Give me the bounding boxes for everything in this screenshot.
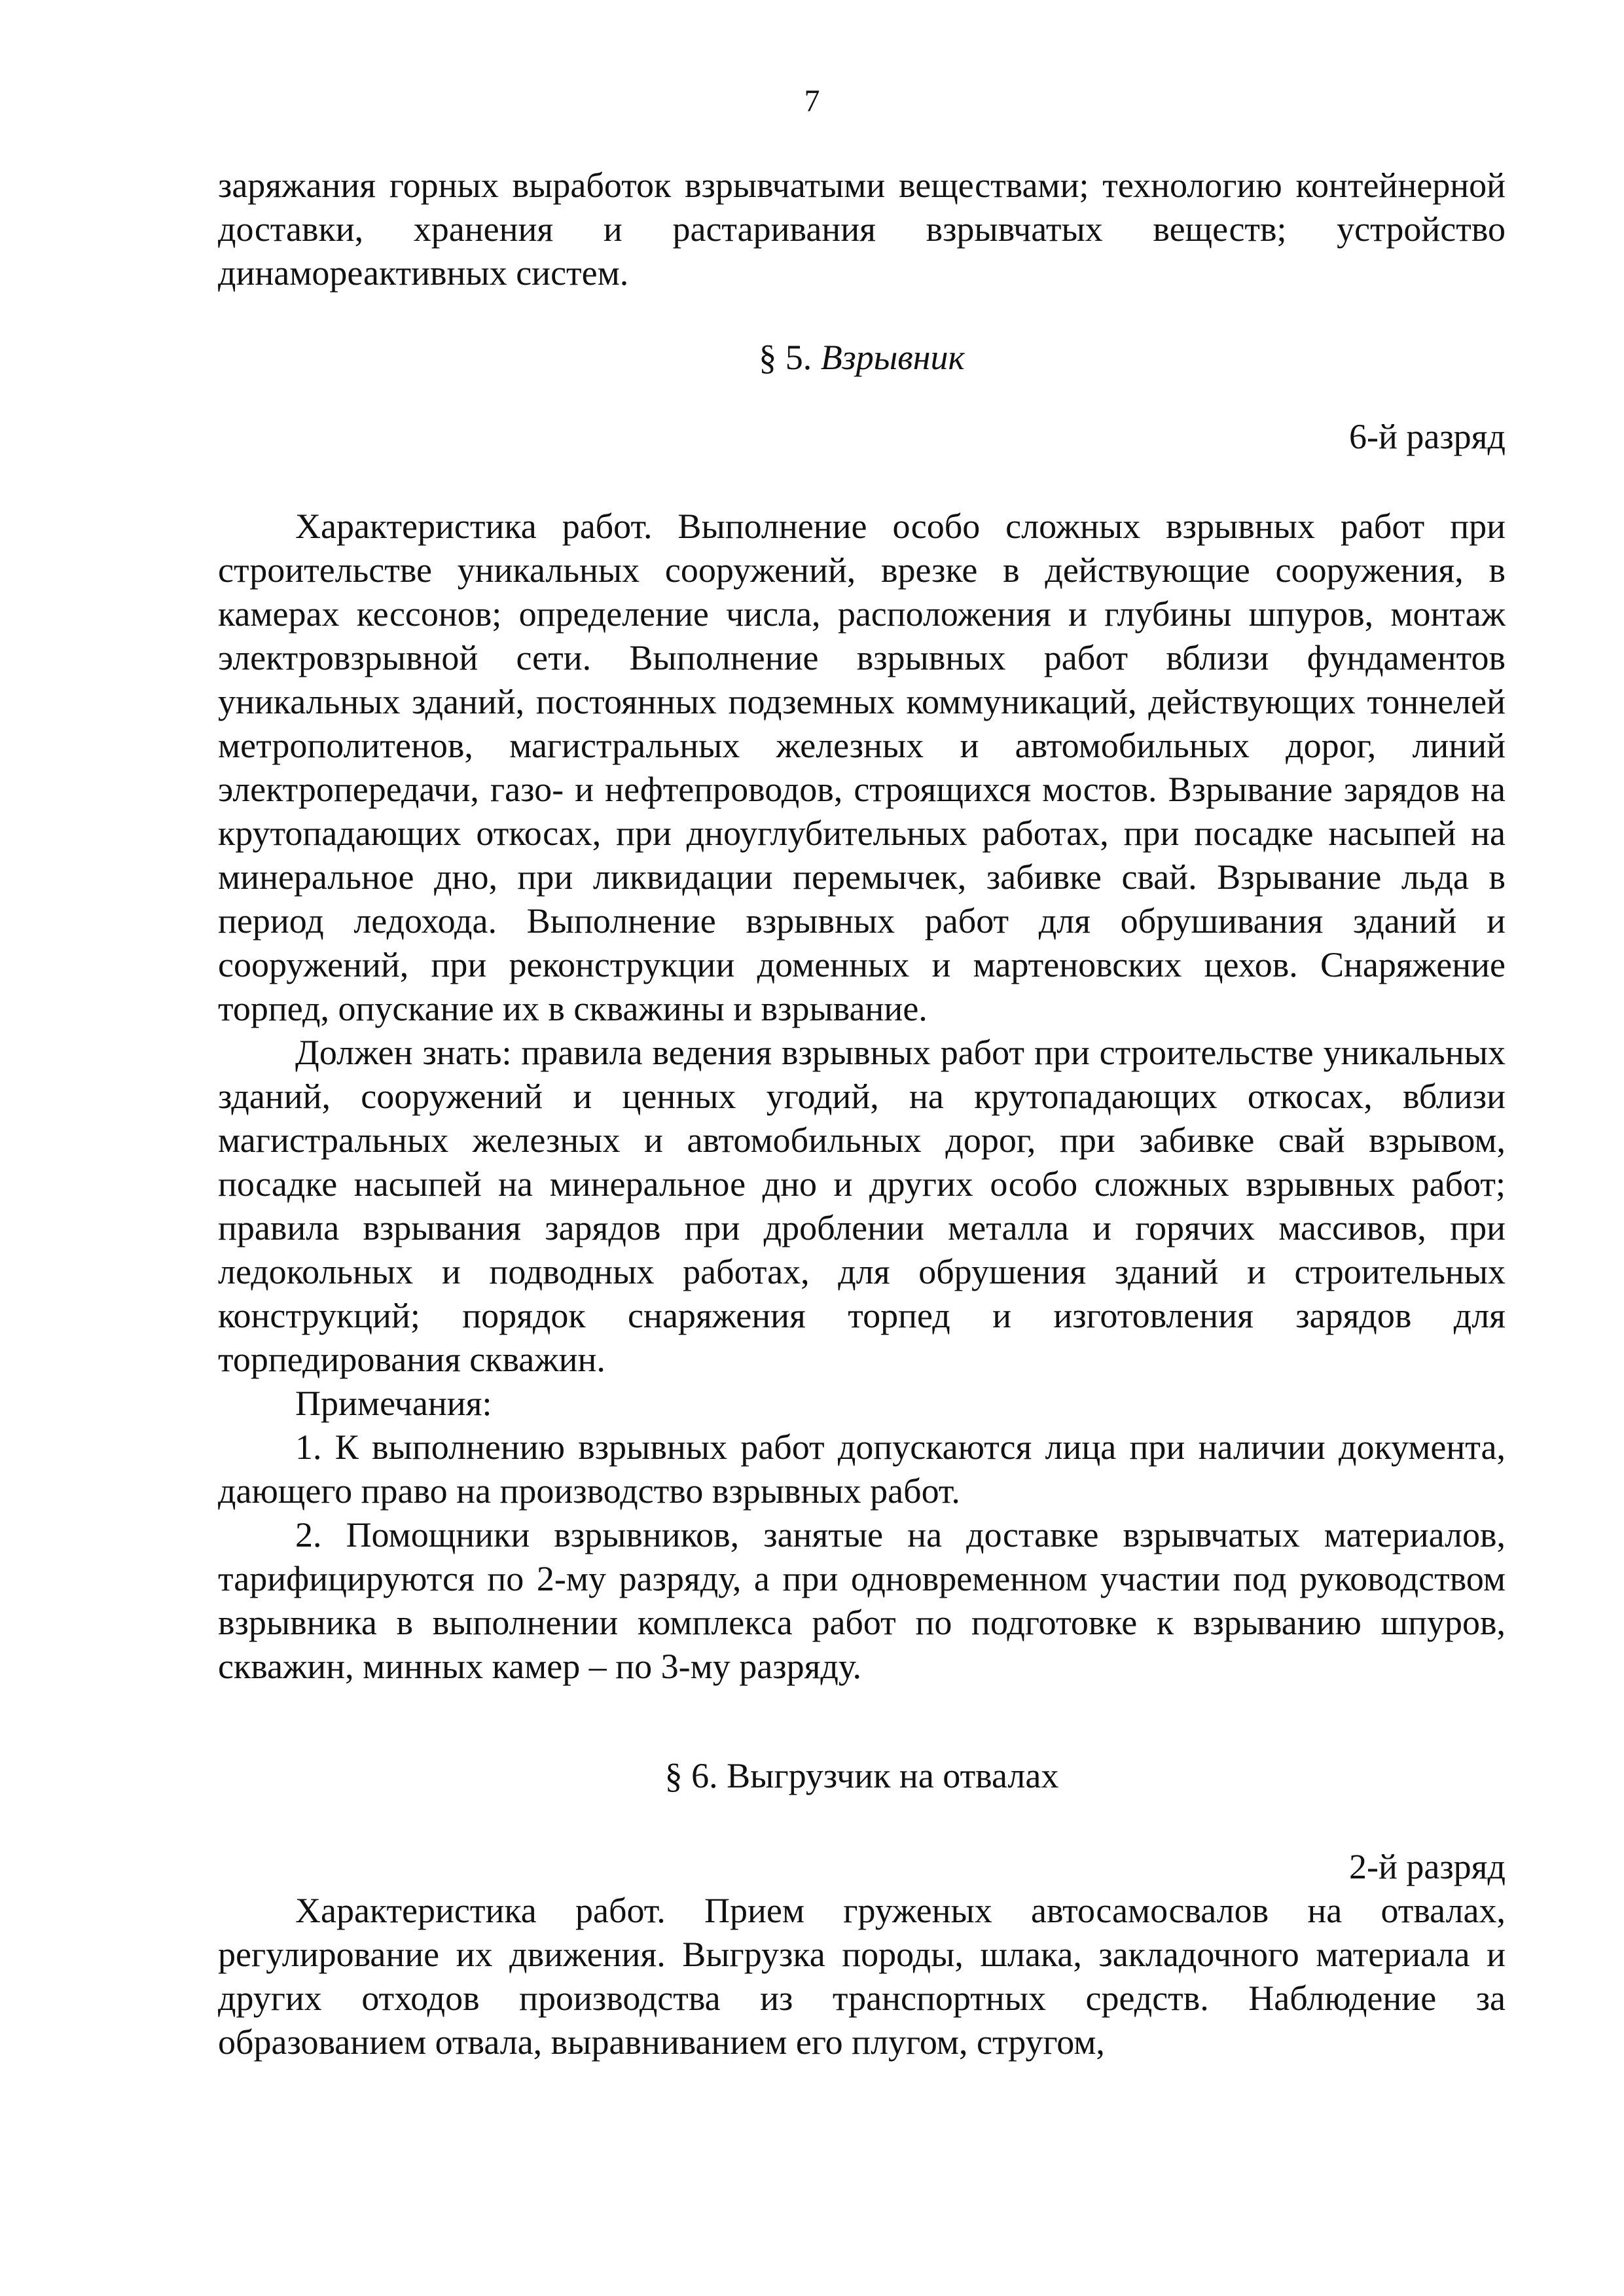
page-number: 7 [804, 84, 820, 118]
section-6-characteristics: Характеристика работ. Прием груженых автосамосвалов на отвалах, регулирование их движения. Выгрузка породы, шлака, закладочного материала и других отходов производства из транспортных средств. Наблюдение за образованием отвала, выравниванием его плугом, стругом, [218, 1891, 1506, 2062]
section-5-characteristics: Характеристика работ. Выполнение особо сложных взрывных работ при строительстве уникальных сооружений, врезке в действующие сооружения, в камерах кессонов; определение числа, расположения и глубины шпуров, монтаж электровзрывной сети. Выполнение взрывных работ вблизи фундаментов уникальных зданий, постоянных подземных коммуникаций, действующих тоннелей метрополитенов, магистральных железных и автомобильных дорог, линий электропередачи, газо- и нефтепроводов, строящихся мостов. Взрывание зарядов на крутопадающих откосах, при дноуглубительных работах, при посадке насыпей на минеральное дно, при ликвидации перемычек, забивке свай. Взрывание льда в период ледохода. Выполнение взрывных работ для обрушивания зданий и сооружений, при реконструкции доменных и мартеновских цехов. Снаряжение торпед, опускание их в скважины и взрывание. [218, 507, 1506, 1028]
section-6-heading: § 6. Выгрузчик на отвалах [664, 1756, 1059, 1795]
section-5-notes-title: Примечания: [295, 1384, 492, 1423]
section-5-heading [218, 336, 1506, 380]
section-6-grade: 2-й разряд [1349, 1847, 1506, 1886]
section-5-note-1: 1. К выполнению взрывных работ допускаются лица при наличии документа, дающего право на производство взрывных работ. [218, 1427, 1506, 1511]
section-5-must-know: Должен знать: правила ведения взрывных работ при строительстве уникальных зданий, сооружений и ценных угодий, на крутопадающих откосах, вблизи магистральных железных и автомобильных дорог, при забивке свай взрывом, посадке насыпей на минеральное дно и других особо сложных взрывных работ; правила взрывания зарядов при дроблении металла и горячих массивов, при ледокольных и подводных работах, для обрушения зданий и строительных конструкций; порядок снаряжения торпед и изготовления зарядов для торпедирования скважин. [218, 1033, 1506, 1379]
section-5-note-2: 2. Помощники взрывников, занятые на доставке взрывчатых материалов, тарифицируются по 2-му разряду, а при одновременном участии под руководством взрывника в выполнении комплекса работ по подготовке к взрыванию шпуров, скважин, минных камер – по 3-му разряду. [218, 1515, 1506, 1686]
intro-paragraph: заряжания горных выработок взрывчатыми веществами; технологию контейнерной доставки, хранения и растаривания взрывчатых веществ; устройство динамореактивных систем. [218, 166, 1506, 293]
section-5-number: § 5. [759, 338, 812, 377]
page-content [218, 164, 1506, 2064]
section-5-title: Взрывник [820, 338, 965, 377]
section-5-grade: 6-й разряд [1349, 417, 1506, 456]
